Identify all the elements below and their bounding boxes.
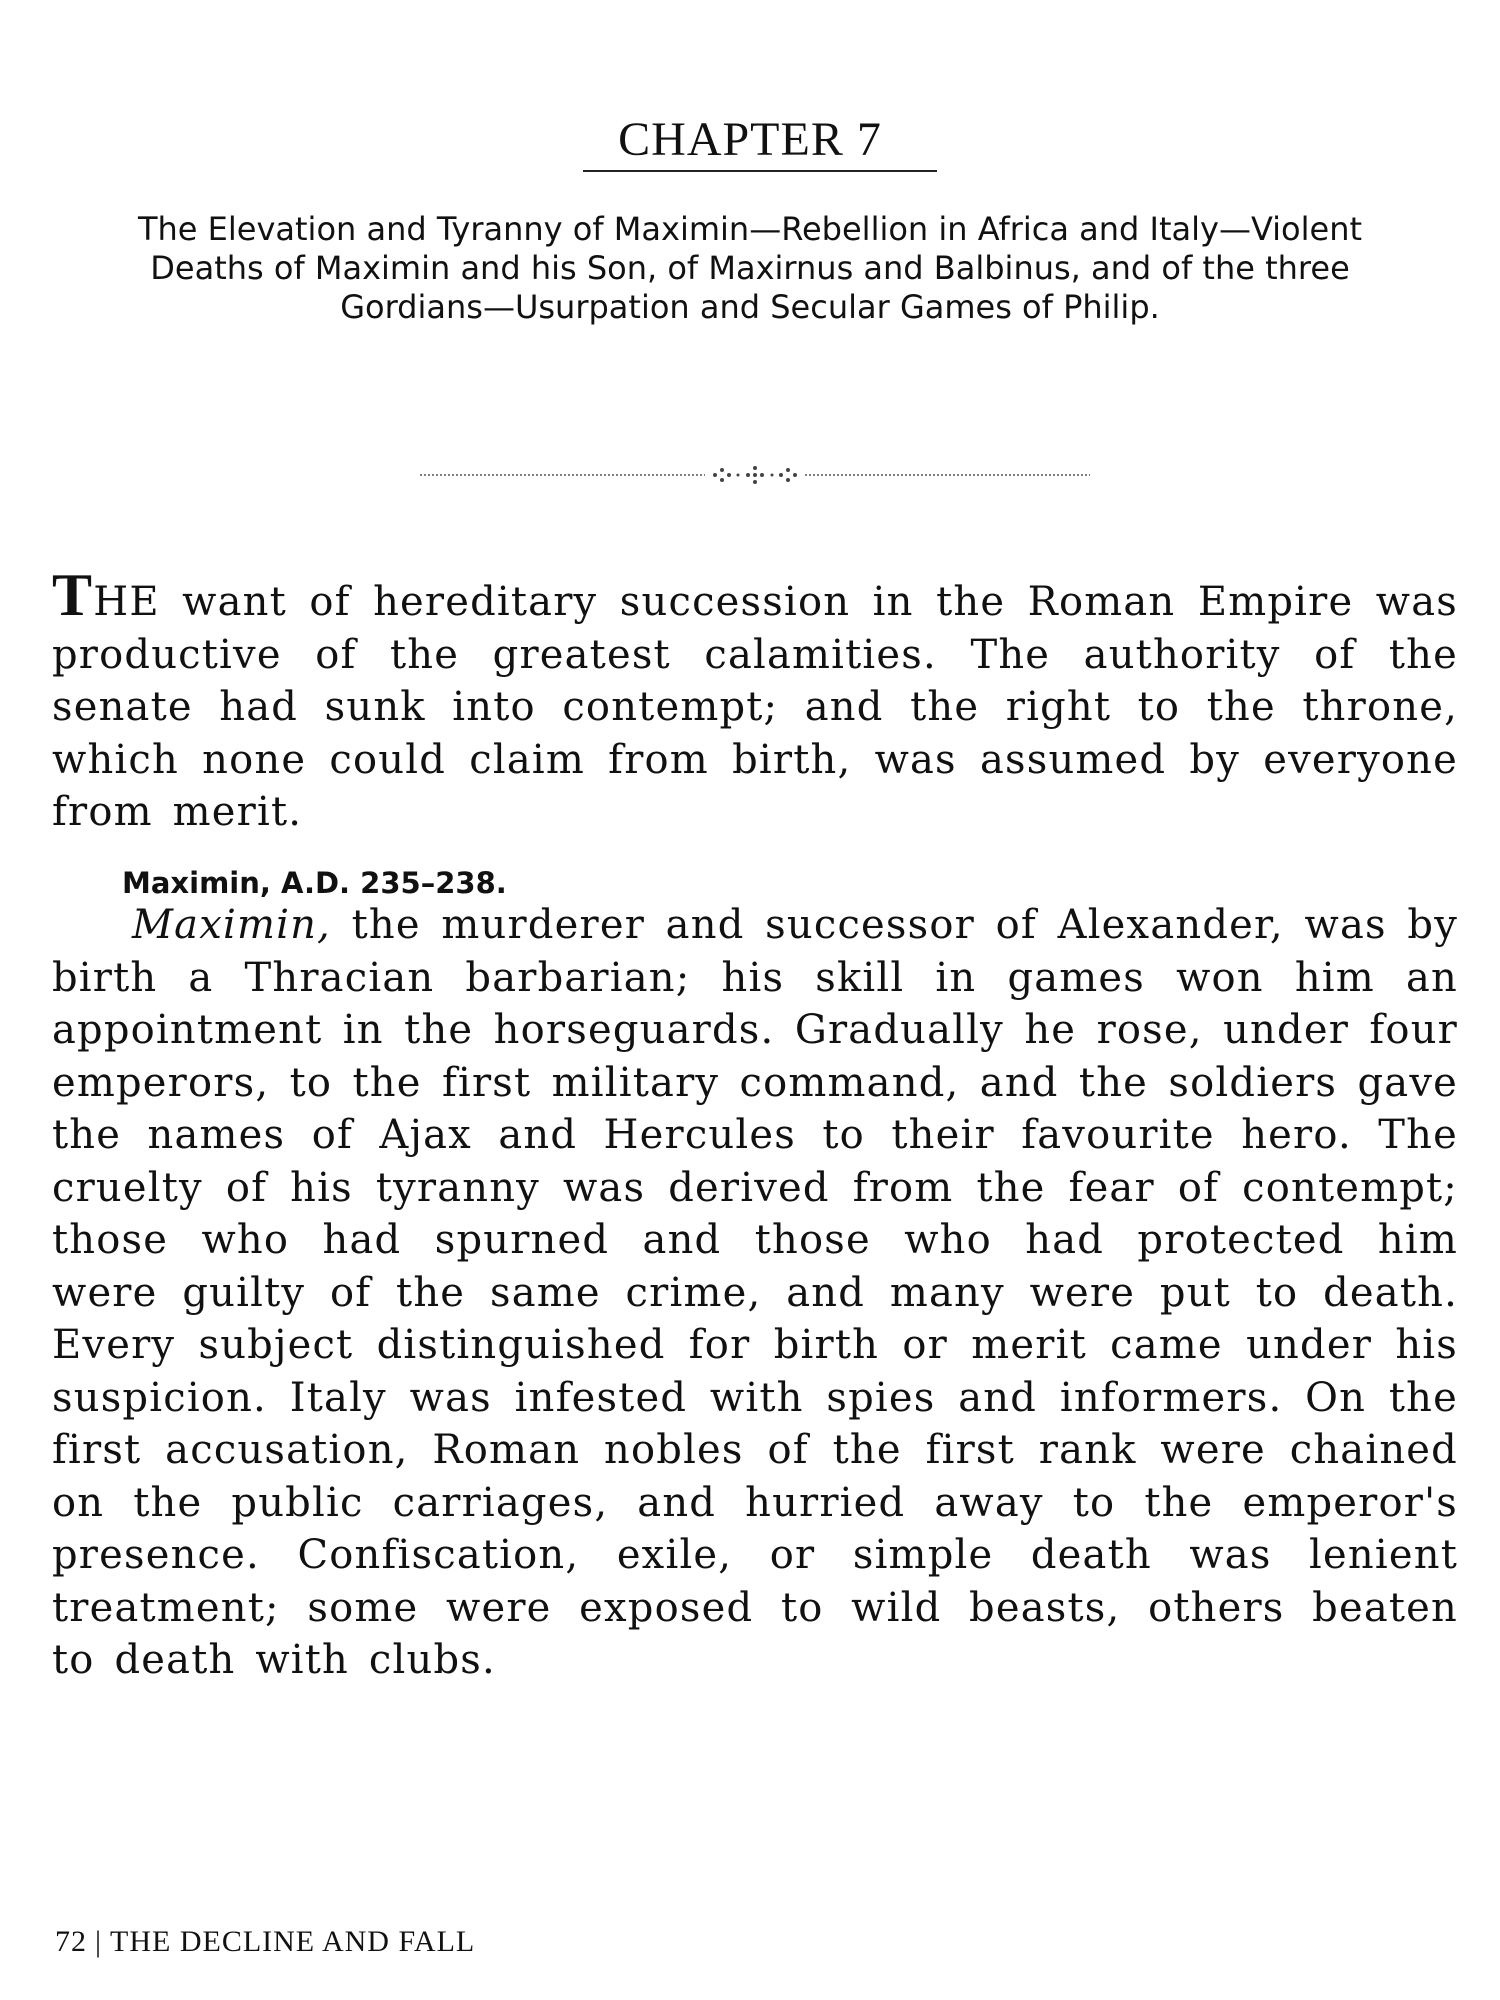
maximin-paragraph xyxy=(52,899,1458,1687)
maximin-paragraph-text: the murderer and successor of Alexander, was by birth a Thracian barbarian; his skill in games won him an appointment in the horseguards. Gradually he rose, under four emperors, to the first military command, and the soldiers gave the names of Ajax and Hercules to their favourite hero. The cruelty of his tyranny was derived from the fear of contempt; those who had spurned and those who had protected him were guilty of the same crime, and many were put to death. Every subject distinguished for birth or merit came under his suspicion. Italy was infested with spies and informers. On the first accusation, Roman nobles of the first rank were chained on the public carriages, and hurried away to the emperor's presence. Confiscation, exile, or simple death was lenient treatment; some were exposed to wild beasts, others beaten to death with clubs. xyxy=(52,902,1458,1683)
footer-separator: | xyxy=(95,1925,103,1958)
ornamental-divider xyxy=(420,463,1090,487)
opening-small-caps: HE xyxy=(93,579,160,625)
italic-lead-word: Maximin, xyxy=(132,902,331,948)
section-heading: Maximin, A.D. 235–238. xyxy=(122,866,507,900)
chapter-heading: CHAPTER 7 xyxy=(618,113,882,166)
drop-cap: T xyxy=(52,562,94,628)
page-number: 72 xyxy=(55,1925,87,1958)
opening-paragraph-text: want of hereditary succession in the Roman Empire was productive of the greatest calamities. The authority of the senate had sunk into contempt; and the right to the throne, which none could claim from birth, was assumed by everyone from merit. xyxy=(52,579,1458,835)
page-footer xyxy=(55,1925,475,1959)
chapter-heading-underline xyxy=(583,170,937,172)
chapter-summary: The Elevation and Tyranny of Maximin—Rebellion in Africa and Italy—Violent Deaths of Maximin and his Son, of Maxirnus and Balbinus, and of the three Gordians—Usurpation and Secular Games of Philip. xyxy=(137,210,1363,326)
running-title: THE DECLINE AND FALL xyxy=(110,1925,476,1958)
opening-paragraph xyxy=(52,562,1458,839)
